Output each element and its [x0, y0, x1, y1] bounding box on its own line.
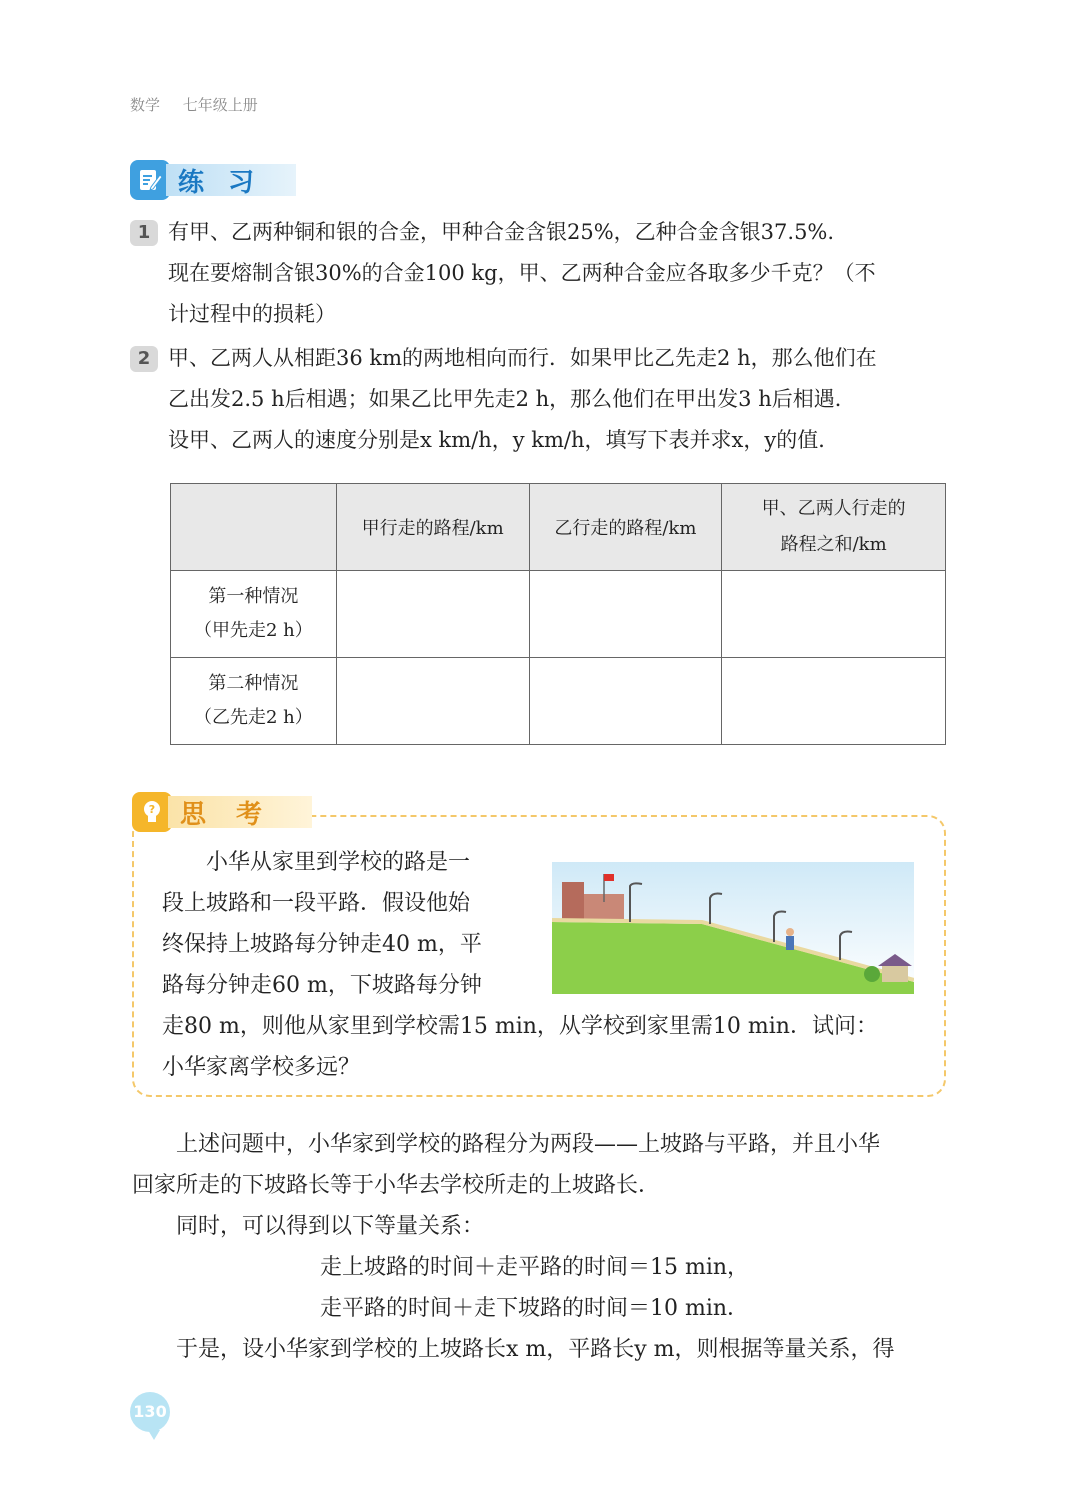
equation-line: 走平路的时间＋走下坡路的时间＝10 min． — [320, 1296, 750, 1321]
problem-number: 2 — [130, 346, 158, 372]
think-badge — [132, 792, 312, 832]
svg-text:?: ? — [148, 803, 156, 816]
body-line: 同时，可以得到以下等量关系： — [176, 1214, 485, 1239]
row-label-line: （甲先走2 h） — [193, 620, 313, 641]
table-header-cell — [722, 484, 946, 571]
table-header-cell: 乙行走的路程/km — [529, 484, 722, 571]
hill-road-illustration — [552, 862, 914, 994]
table-cell[interactable] — [529, 571, 722, 658]
table-header-empty — [171, 484, 337, 571]
equation-line: 走上坡路的时间＋走平路的时间＝15 min， — [320, 1255, 750, 1280]
pencil-note-icon — [130, 160, 170, 200]
think-line: 终保持上坡路每分钟走40 m，平 — [162, 932, 482, 957]
problem-1 — [130, 212, 950, 335]
table-header-line: 路程之和/km — [780, 534, 887, 555]
think-line: 路每分钟走60 m，下坡路每分钟 — [162, 973, 482, 998]
table-header-row — [171, 484, 946, 571]
table-cell[interactable] — [336, 571, 529, 658]
problem-2 — [130, 338, 950, 461]
exercise-label: 练习 — [166, 164, 296, 196]
header-subject: 数学 — [130, 96, 161, 114]
row-label-line: （乙先走2 h） — [193, 707, 313, 728]
body-line: 于是，设小华家到学校的上坡路长x m，平路长y m，则根据等量关系，得 — [176, 1337, 895, 1362]
think-line: 小华家离学校多远？ — [162, 1055, 361, 1080]
exercise-badge — [130, 160, 296, 200]
problem-line: 乙出发2.5 h后相遇；如果乙比甲先走2 h，那么他们在甲出发3 h后相遇． — [168, 387, 856, 411]
think-line: 段上坡路和一段平路．假设他始 — [162, 891, 471, 916]
page-number: 130 — [130, 1392, 170, 1432]
distance-table — [170, 483, 946, 745]
problem-line: 有甲、乙两种铜和银的合金，甲种合金含银25%，乙种合金含银37.5%. — [168, 220, 835, 244]
table-row — [171, 571, 946, 658]
row-label — [171, 571, 337, 658]
table-header-line: 甲、乙两人行走的 — [761, 498, 906, 519]
body-paragraph — [132, 1124, 952, 1370]
think-line: 小华从家里到学校的路是一 — [206, 850, 471, 875]
table-header-cell: 甲行走的路程/km — [336, 484, 529, 571]
problem-line: 甲、乙两人从相距36 km的两地相向而行．如果甲比乙先走2 h，那么他们在 — [168, 346, 877, 370]
think-label: 思考 — [168, 796, 312, 828]
problem-number: 1 — [130, 220, 158, 246]
table-row — [171, 658, 946, 745]
row-label-line: 第一种情况 — [208, 586, 299, 607]
problem-line: 现在要熔制含银30%的合金100 kg，甲、乙两种合金应各取多少千克？（不 — [168, 261, 876, 285]
row-label-line: 第二种情况 — [208, 673, 299, 694]
table-cell[interactable] — [722, 571, 946, 658]
table-cell[interactable] — [529, 658, 722, 745]
header-book: 七年级上册 — [182, 96, 258, 114]
problem-line: 计过程中的损耗） — [168, 302, 336, 326]
body-line: 回家所走的下坡路长等于小华去学校所走的上坡路长． — [132, 1173, 661, 1198]
problem-line: 设甲、乙两人的速度分别是x km/h，y km/h，填写下表并求x，y的值． — [168, 428, 840, 452]
body-line: 上述问题中，小华家到学校的路程分为两段——上坡路与平路，并且小华 — [176, 1132, 881, 1157]
lightbulb-icon — [132, 792, 172, 832]
page-header — [130, 94, 276, 115]
table-cell[interactable] — [722, 658, 946, 745]
row-label — [171, 658, 337, 745]
think-line: 走80 m，则他从家里到学校需15 min，从学校到家里需10 min．试问： — [162, 1014, 878, 1039]
table-cell[interactable] — [336, 658, 529, 745]
